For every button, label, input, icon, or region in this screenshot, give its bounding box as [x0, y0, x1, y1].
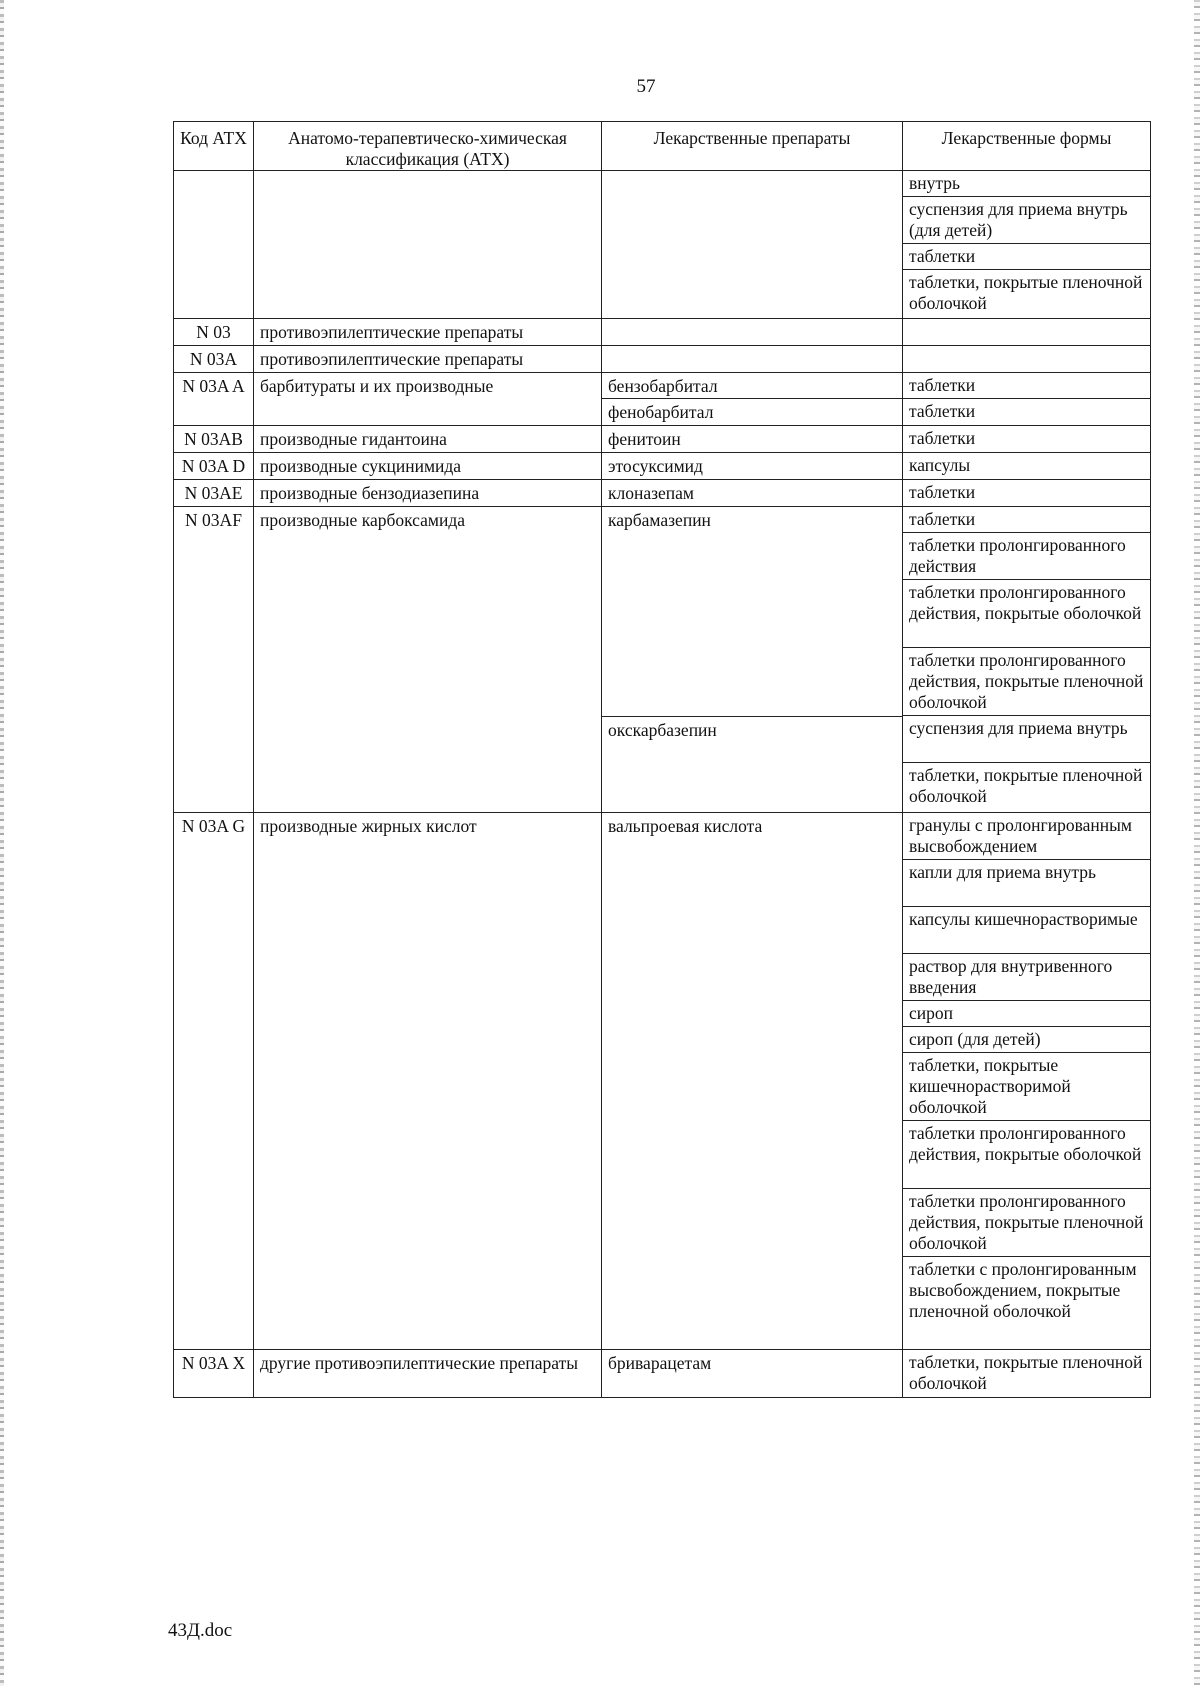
- table-row: [174, 812, 1151, 1350]
- scan-edge-right: [1194, 0, 1200, 1686]
- table-row: [174, 171, 1151, 319]
- forms-cell: [903, 319, 1151, 346]
- dosage-form: гранулы с пролонгированным высвобождением: [903, 813, 1150, 860]
- atc-classification-cell: производные бензодиазепина: [254, 480, 602, 507]
- drugs-cell: [602, 346, 903, 373]
- dosage-form: таблетки: [903, 507, 1150, 533]
- footer-filename: 43Д.doc: [168, 1620, 233, 1641]
- drugs-cell: [602, 1350, 903, 1398]
- atc-classification-cell: противоэпилептические препараты: [254, 346, 602, 373]
- dosage-form: таблетки: [903, 373, 1150, 399]
- dosage-form: сироп: [903, 1001, 1150, 1027]
- table-header-row: [174, 122, 1151, 171]
- dosage-form: суспензия для приема внутрь (для детей): [903, 197, 1150, 244]
- atc-code-cell: N 03: [174, 319, 254, 346]
- drug-name: карбамазепин: [602, 507, 902, 717]
- atc-classification-cell: барбитураты и их производные: [254, 373, 602, 426]
- table-row: [174, 373, 1151, 426]
- dosage-form: суспензия для приема внутрь: [903, 716, 1150, 763]
- forms-cell: [903, 171, 1151, 319]
- drugs-cell: [602, 426, 903, 453]
- table-row: [174, 453, 1151, 480]
- atc-code-cell: N 03A G: [174, 812, 254, 1350]
- drug-name: бриварацетам: [608, 1353, 712, 1374]
- forms-cell: [903, 812, 1151, 1350]
- table-row: [174, 426, 1151, 453]
- drug-name: вальпроевая кислота: [608, 815, 763, 836]
- header-drugs: Лекарственные препараты: [602, 122, 903, 171]
- drug-name: клоназепам: [608, 483, 695, 504]
- drug-name: [602, 346, 902, 372]
- atc-classification-cell: другие противоэпилептические препараты: [254, 1350, 602, 1398]
- drugs-cell: [602, 171, 903, 319]
- atc-code-cell: N 03A X: [174, 1350, 254, 1398]
- dosage-form: таблетки, покрытые пленочной оболочкой: [909, 765, 1143, 807]
- header-code: Код АТХ: [174, 122, 254, 171]
- dosage-form: таблетки: [903, 244, 1150, 270]
- drug-name: этосуксимид: [608, 456, 703, 477]
- atc-code-cell: N 03A A: [174, 373, 254, 426]
- drug-name: бензобарбитал: [602, 373, 902, 399]
- atc-table: [173, 121, 1151, 1398]
- table-body: [174, 171, 1151, 1398]
- drug-name: окскарбазепин: [608, 720, 717, 741]
- drug-name: фенобарбитал: [608, 402, 714, 423]
- atc-code-cell: N 03A D: [174, 453, 254, 480]
- forms-cell: [903, 1350, 1151, 1398]
- dosage-form: таблетки: [909, 482, 976, 503]
- atc-classification-cell: производные сукцинимида: [254, 453, 602, 480]
- drugs-cell: [602, 812, 903, 1350]
- forms-cell: [903, 480, 1151, 507]
- dosage-form: таблетки с пролонгированным высвобождением, покрытые пленочной оболочкой: [909, 1258, 1137, 1321]
- atc-code-cell: [174, 171, 254, 319]
- dosage-form: капсулы кишечнорастворимые: [903, 907, 1150, 954]
- table-row: [174, 346, 1151, 373]
- drugs-cell: [602, 373, 903, 426]
- drug-name: [602, 319, 902, 345]
- atc-code-cell: N 03AE: [174, 480, 254, 507]
- dosage-form: таблетки пролонгированного действия, покрытые пленочной оболочкой: [903, 1189, 1150, 1257]
- table-row: [174, 319, 1151, 346]
- drugs-cell: [602, 480, 903, 507]
- atc-classification-cell: производные гидантоина: [254, 426, 602, 453]
- dosage-form: капли для приема внутрь: [903, 860, 1150, 907]
- dosage-form: таблетки: [909, 401, 976, 422]
- drugs-cell: [602, 319, 903, 346]
- dosage-form: внутрь: [903, 171, 1150, 197]
- dosage-form: таблетки пролонгированного действия: [903, 533, 1150, 580]
- forms-cell: [903, 426, 1151, 453]
- dosage-form: [903, 319, 1150, 345]
- table-row: [174, 507, 1151, 813]
- atc-classification-cell: [254, 171, 602, 319]
- atc-classification-cell: производные жирных кислот: [254, 812, 602, 1350]
- forms-cell: [903, 453, 1151, 480]
- drugs-cell: [602, 453, 903, 480]
- table-row: [174, 1350, 1151, 1398]
- drug-name: фенитоин: [608, 429, 681, 450]
- atc-code-cell: N 03AB: [174, 426, 254, 453]
- forms-cell: [903, 507, 1151, 813]
- forms-cell: [903, 373, 1151, 426]
- atc-classification-cell: производные карбоксамида: [254, 507, 602, 813]
- dosage-form: таблетки пролонгированного действия, покрытые оболочкой: [903, 1121, 1150, 1189]
- drugs-cell: [602, 507, 903, 813]
- atc-code-cell: N 03AF: [174, 507, 254, 813]
- dosage-form: таблетки, покрытые пленочной оболочкой: [909, 272, 1143, 313]
- dosage-form: капсулы: [909, 455, 971, 476]
- dosage-form: сироп (для детей): [903, 1027, 1150, 1053]
- forms-cell: [903, 346, 1151, 373]
- dosage-form: таблетки пролонгированного действия, покрытые пленочной оболочкой: [903, 648, 1150, 716]
- atc-code-cell: N 03A: [174, 346, 254, 373]
- header-forms: Лекарственные формы: [903, 122, 1151, 171]
- atc-classification-cell: противоэпилептические препараты: [254, 319, 602, 346]
- dosage-form: таблетки: [909, 428, 976, 449]
- dosage-form: таблетки пролонгированного действия, покрытые оболочкой: [903, 580, 1150, 648]
- dosage-form: [903, 346, 1150, 372]
- dosage-form: раствор для внутривенного введения: [903, 954, 1150, 1001]
- drug-name: [602, 171, 902, 318]
- header-atc: Анатомо-терапевтическо-химическая классификация (АТХ): [254, 122, 602, 171]
- table-row: [174, 480, 1151, 507]
- dosage-form: таблетки, покрытые кишечнорастворимой оболочкой: [903, 1053, 1150, 1121]
- page-number: 57: [636, 76, 656, 97]
- scan-edge-left: [0, 0, 4, 1686]
- dosage-form: таблетки, покрытые пленочной оболочкой: [909, 1352, 1143, 1394]
